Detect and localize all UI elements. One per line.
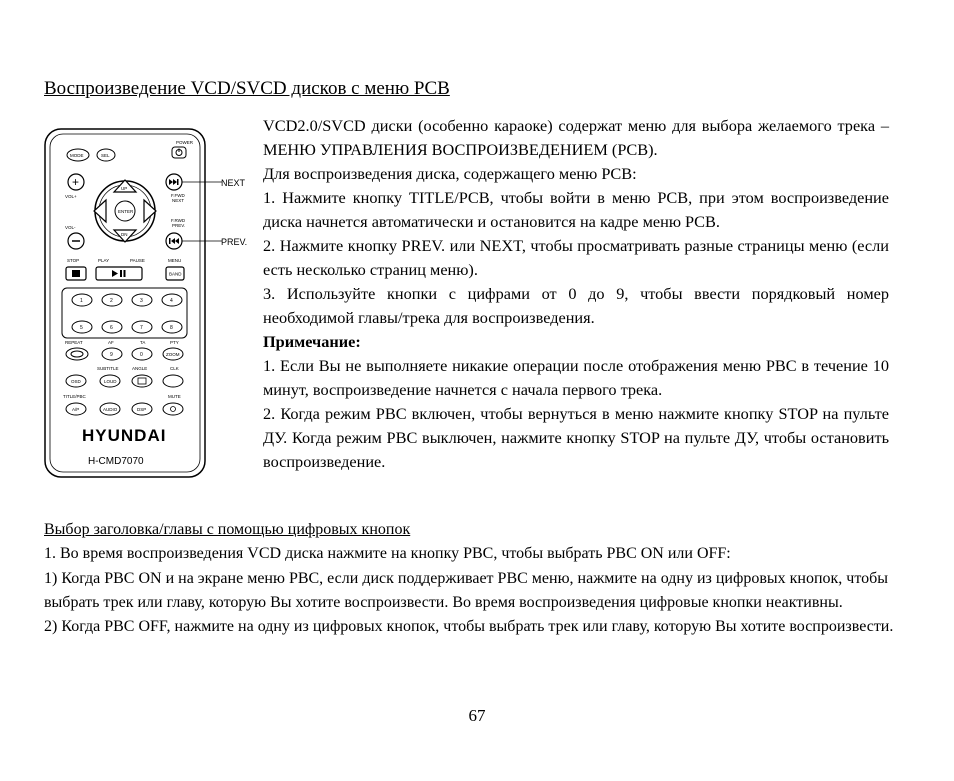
- svg-text:9: 9: [110, 352, 113, 358]
- svg-text:4: 4: [170, 298, 173, 304]
- svg-text:ZOOM: ZOOM: [166, 352, 180, 357]
- svg-text:NEXT: NEXT: [172, 198, 185, 203]
- note-title: Примечание:: [263, 332, 361, 351]
- section-heading: Воспроизведение VCD/SVCD дисков с меню PCB: [44, 78, 450, 99]
- svg-text:REPEAT: REPEAT: [65, 340, 83, 345]
- instructions-column: [263, 114, 889, 474]
- svg-text:7: 7: [140, 325, 143, 331]
- svg-text:6: 6: [110, 325, 113, 331]
- svg-text:3: 3: [140, 298, 143, 304]
- paragraph-intro: VCD2.0/SVCD диски (особенно караоке) содержат меню для выбора желаемого трека – МЕНЮ УПРАВЛЕНИЯ ВОСПРОИЗВЕДЕНИЕМ (PCB).: [263, 116, 889, 159]
- remote-control-illustration: [44, 128, 254, 480]
- svg-text:2: 2: [110, 298, 113, 304]
- section2-line-1: 1. Во время воспроизведения VCD диска нажмите на кнопку PBC, чтобы выбрать PBC ON или OFF:: [44, 545, 731, 563]
- note-2: 2. Когда режим PBC включен, чтобы вернуться в меню нажмите кнопку STOP на пульте ДУ. Когда режим PBC выключен, нажмите кнопку STOP на пульте ДУ, чтобы остановить воспроизведение.: [263, 404, 889, 471]
- svg-text:PLAY: PLAY: [98, 258, 110, 263]
- svg-text:UP: UP: [121, 186, 128, 191]
- svg-text:1: 1: [80, 298, 83, 304]
- svg-text:+: +: [72, 175, 80, 189]
- svg-text:0: 0: [140, 352, 143, 358]
- page-number: 67: [468, 706, 486, 725]
- svg-text:ANGLE: ANGLE: [132, 366, 148, 371]
- paragraph-step-2: 2. Нажмите кнопку PREV. или NEXT, чтобы просматривать разные страницы меню (если есть несколько страниц меню).: [263, 236, 889, 279]
- svg-text:ENTER: ENTER: [118, 209, 134, 214]
- paragraph-step-3: 3. Используйте кнопки с цифрами от 0 до 9, чтобы ввести порядковый номер необходимой главы/трека для воспроизведения.: [263, 284, 889, 327]
- svg-text:5: 5: [80, 325, 83, 331]
- paragraph-step-1: 1. Нажмите кнопку TITLE/PCB, чтобы войти в меню PCB, при этом воспроизведение диска начнется автоматически и остановится на кадре меню PCB.: [263, 188, 889, 231]
- svg-text:TA: TA: [140, 340, 146, 345]
- svg-text:PTY: PTY: [170, 340, 179, 345]
- svg-text:PAUSE: PAUSE: [130, 258, 145, 263]
- svg-text:CLK: CLK: [170, 366, 179, 371]
- note-1: 1. Если Вы не выполняете никакие операции после отображения меню PBC в течение 10 минут, воспроизведение начнется с начала первого трека.: [263, 356, 889, 399]
- svg-text:AUDIO: AUDIO: [103, 407, 118, 412]
- svg-text:SEL: SEL: [101, 153, 110, 158]
- svg-text:DSP: DSP: [137, 407, 147, 412]
- svg-text:VOL+: VOL+: [65, 194, 77, 199]
- digit-selection-section: [44, 518, 894, 639]
- svg-text:DN: DN: [121, 232, 128, 237]
- svg-text:SUBTITLE: SUBTITLE: [97, 366, 119, 371]
- svg-text:BAND: BAND: [169, 271, 182, 277]
- remote-control-drawing: [44, 128, 254, 480]
- section2-line-2: 1) Когда PBC ON и на экране меню PBC, если диск поддерживает PBC меню, нажмите на одну из цифровых кнопок, чтобы выбрать трек или главу, которую Вы хотите воспроизвести. Во время воспроизведения цифровые кнопки неактивны.: [44, 569, 889, 611]
- svg-text:MENU: MENU: [168, 258, 182, 263]
- subsection-heading: Выбор заголовка/главы с помощью цифровых кнопок: [44, 521, 411, 538]
- svg-text:PREV.: PREV.: [172, 223, 186, 228]
- svg-text:POWER: POWER: [176, 140, 194, 145]
- svg-text:PREV.: PREV.: [221, 237, 248, 247]
- svg-text:MUTE: MUTE: [168, 394, 181, 399]
- svg-text:OSD: OSD: [71, 379, 81, 384]
- svg-text:LOUD: LOUD: [104, 379, 117, 384]
- svg-text:MODE: MODE: [70, 153, 84, 158]
- section2-line-3: 2) Когда PBC OFF, нажмите на одну из цифровых кнопок, чтобы выбрать трек или главу, которую Вы хотите воспроизвести.: [44, 618, 894, 636]
- svg-text:F.RWD: F.RWD: [171, 218, 186, 223]
- paragraph-lead: Для воспроизведения диска, содержащего меню PCB:: [263, 164, 637, 183]
- svg-text:VOL-: VOL-: [65, 225, 76, 230]
- svg-text:H-CMD7070: H-CMD7070: [88, 456, 144, 467]
- svg-text:HYUNDAI: HYUNDAI: [82, 426, 167, 445]
- svg-text:F.FWD: F.FWD: [171, 193, 185, 198]
- svg-text:8: 8: [170, 325, 173, 331]
- svg-text:NEXT: NEXT: [221, 178, 246, 188]
- svg-text:STOP: STOP: [67, 258, 80, 263]
- svg-text:AF: AF: [108, 340, 114, 345]
- svg-text:TITLE/PBC: TITLE/PBC: [63, 394, 86, 399]
- svg-text:A/P: A/P: [72, 407, 80, 412]
